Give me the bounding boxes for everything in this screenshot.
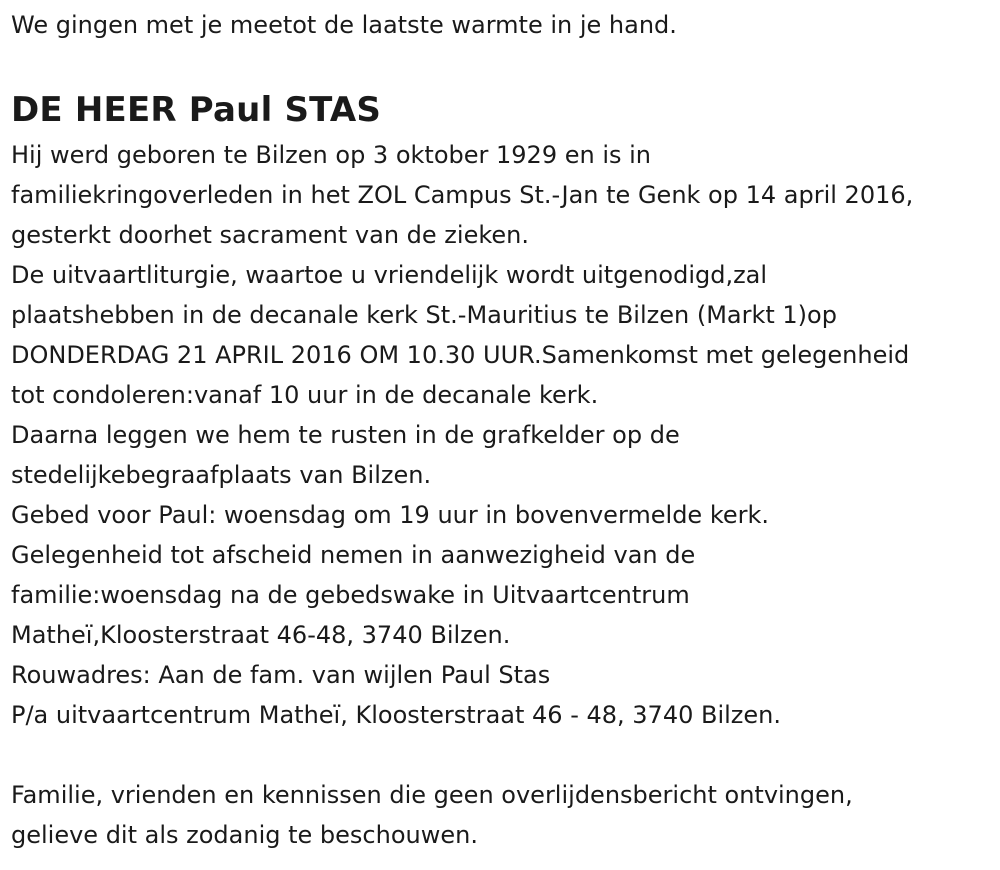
body-line: Rouwadres: Aan de fam. van wijlen Paul Stas [11, 661, 551, 689]
deceased-name-heading: DE HEER Paul STAS [11, 90, 382, 130]
body-line: Hij werd geboren te Bilzen op 3 oktober 1929 en is in [11, 141, 651, 169]
obituary-body [11, 135, 996, 735]
obituary-notice [11, 0, 996, 855]
body-line: familie:woensdag na de gebedswake in Uitvaartcentrum [11, 581, 690, 609]
body-line: P/a uitvaartcentrum Matheï, Kloosterstraat 46 - 48, 3740 Bilzen. [11, 701, 781, 729]
body-line: Matheï,Kloosterstraat 46-48, 3740 Bilzen. [11, 621, 511, 649]
closing-note [11, 775, 996, 855]
closing-line: Familie, vrienden en kennissen die geen overlijdensbericht ontvingen, [11, 781, 853, 809]
body-line: Gelegenheid tot afscheid nemen in aanwezigheid van de [11, 541, 696, 569]
body-line: Daarna leggen we hem te rusten in de grafkelder op de [11, 421, 680, 449]
body-line: plaatshebben in de decanale kerk St.-Mauritius te Bilzen (Markt 1)op [11, 301, 837, 329]
motto-text: We gingen met je meetot de laatste warmte in je hand. [11, 11, 677, 39]
body-line: familiekringoverleden in het ZOL Campus St.-Jan te Genk op 14 april 2016, [11, 181, 914, 209]
paragraph-spacer [11, 735, 996, 775]
closing-line: gelieve dit als zodanig te beschouwen. [11, 821, 478, 849]
body-line: Gebed voor Paul: woensdag om 19 uur in bovenvermelde kerk. [11, 501, 770, 529]
body-line: stedelijkebegraafplaats van Bilzen. [11, 461, 432, 489]
body-line: De uitvaartliturgie, waartoe u vriendelijk wordt uitgenodigd,zal [11, 261, 768, 289]
body-line: gesterkt doorhet sacrament van de zieken. [11, 221, 529, 249]
body-line: DONDERDAG 21 APRIL 2016 OM 10.30 UUR.Samenkomst met gelegenheid [11, 341, 910, 369]
body-line: tot condoleren:vanaf 10 uur in de decanale kerk. [11, 381, 599, 409]
